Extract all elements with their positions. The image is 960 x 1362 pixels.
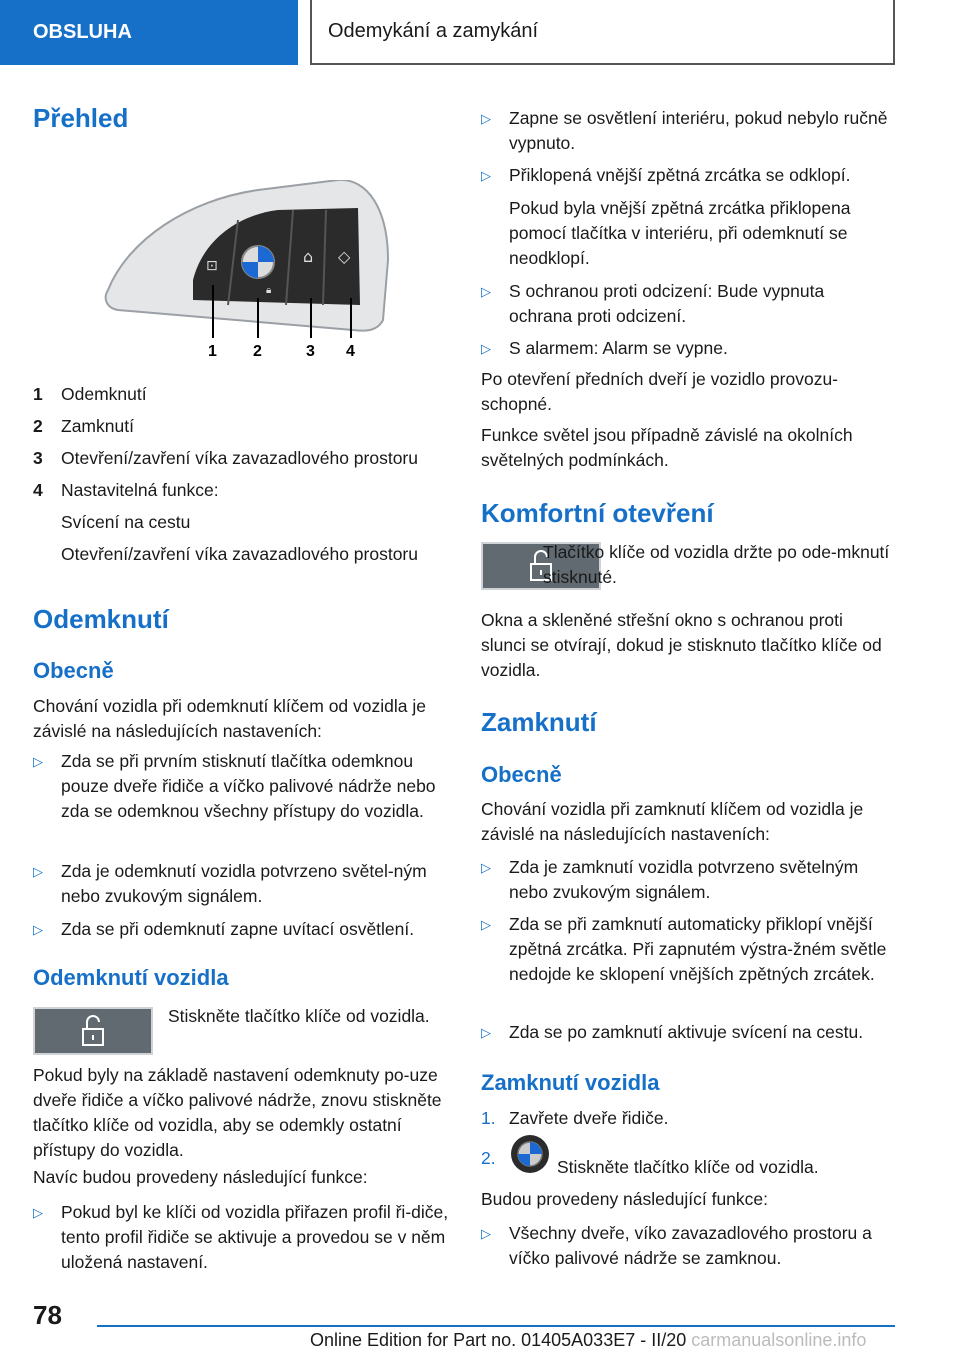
legend-number: 4 [33,480,43,500]
callout-label: 3 [306,343,315,360]
legend-subitem: Otevření/zavření víka zavazadlového prostoru [61,544,418,564]
step-number: 2. [481,1148,496,1168]
diamond-icon: ◇ [338,247,351,266]
bullet-triangle-icon: ▷ [481,1025,491,1040]
bullet-item: ▷ Zda se po zamknutí aktivuje svícení na cestu. [481,1020,896,1045]
step-text: Zavřete dveře řidiče. [509,1108,669,1128]
step-text: Stiskněte tlačítko klíče od vozidla. [557,1157,819,1177]
bullet-item: ▷ Pokud byl ke klíči od vozidla přiřazen profil ři‐diče, tento profil řidiče se aktivuje a provedou se v něm uložená nastavení. [33,1202,449,1272]
heading-obecne: Obecně [33,658,114,683]
legend-subitem: Svícení na cestu [61,512,191,532]
bullet-triangle-icon: ▷ [33,1205,43,1220]
bullet-triangle-icon: ▷ [481,284,491,299]
paragraph: Navíc budou provedeny následující funkce: [33,1167,368,1187]
legend-item [33,474,418,506]
paragraph: Okna a skleněné střešní okno s ochranou proti slunci se otvírají, dokud je stisknuto tlačítko klíče od vozidla. [481,610,882,680]
bullet-triangle-icon: ▷ [33,922,43,937]
callout-label: 1 [208,343,217,360]
key-fob-illustration [98,180,418,360]
bullet-item: ▷ Zda se při prvním stisknutí tlačítka odemknou pouze dveře řidiče a víčko palivové nádrže nebo zda se odemknou všechny přístupy do vozidla. [33,751,436,821]
legend-number: 3 [33,448,43,468]
page-number: 78 [33,1300,62,1330]
legend-text: Odemknutí [61,384,147,404]
unlock-button-icon [33,1007,153,1055]
legend-text: Otevření/zavření víka zavazadlového prostoru [61,448,418,468]
bullet-item: ▷ Zda se při odemknutí zapne uvítací osvětlení. [33,917,453,942]
footer-edition: Online Edition for Part no. 01405A033E7 - II/20 carmanualsonline.info [310,1330,867,1350]
bullet-item: ▷ Zda je zamknutí vozidla potvrzeno světelným nebo zvukovým signálem. [481,857,859,902]
paragraph: Pokud byla vnější zpětná zrcátka přiklopena pomocí tlačítka v interiéru, při odemknutí se neodklopí. [509,198,851,268]
bullet-triangle-icon: ▷ [481,341,491,356]
bullet-item: ▷ Přiklopená vnější zpětná zrcátka se odklopí. [481,163,896,188]
paragraph: Po otevření předních dveří je vozidlo provozu‐schopné. [481,369,838,414]
legend-text: Zamknutí [61,416,134,436]
legend-item [33,442,418,474]
bullet-item: ▷ Zda se při zamknutí automaticky přiklopí vnější zpětná zrcátka. Při zapnutém výstra‐žném světle nedojde ke sklopení vnějších zpětných zrcátek. [481,914,887,984]
heading-obecne: Obecně [481,762,562,787]
steps-list [481,1102,669,1134]
legend-item [33,378,418,410]
bullet-triangle-icon: ▷ [481,917,491,932]
trunk-icon: ⌂ [303,247,314,266]
step-number: 1. [481,1108,496,1128]
heading-komfortni-otevreni: Komfortní otevření [481,498,714,528]
lock-icon: 🔒︎ [266,285,272,296]
bullet-item: ▷ Zda je odemknutí vozidla potvrzeno světel‐ným nebo zvukovým signálem. [33,861,427,906]
heading-zamknuti: Zamknutí [481,707,597,737]
section-tab: OBSLUHA [0,0,298,65]
heading-odemknuti-vozidla: Odemknutí vozidla [33,965,229,990]
paragraph: Budou provedeny následující funkce: [481,1189,768,1209]
unlock-icon: ⊡ [206,258,218,274]
bullet-triangle-icon: ▷ [481,860,491,875]
heading-odemknuti: Odemknutí [33,604,169,634]
bullet-item: ▷ Všechny dveře, víko zavazadlového prostoru a víčko palivové nádrže se zamknou. [481,1223,872,1268]
paragraph: Funkce světel jsou případně závislé na okolních světelných podmínkách. [481,425,853,470]
bullet-triangle-icon: ▷ [33,864,43,879]
icon-description-text: Tlačítko klíče od vozidla držte po ode‐mknutí stisknuté. [543,542,890,587]
step-item [481,1137,819,1180]
legend-list [33,378,418,570]
paragraph: Chování vozidla při odemknutí klíčem od vozidla je závislé na následujících nastaveních: [33,696,426,741]
callout-label: 2 [253,343,262,360]
heading-prehled: Přehled [33,103,129,133]
footer-divider [97,1325,895,1327]
icon-description: Stiskněte tlačítko klíče od vozidla. [168,1006,430,1026]
bullet-triangle-icon: ▷ [33,754,43,769]
bmw-key-button-icon [509,1133,551,1175]
legend-item [33,410,418,442]
legend-number: 1 [33,384,43,404]
page-header-title: Odemykání a zamykání [310,0,895,65]
heading-zamknuti-vozidla: Zamknutí vozidla [481,1070,660,1095]
legend-number: 2 [33,416,43,436]
step-item [481,1102,669,1134]
bullet-item: ▷ S ochranou proti odcizení: Bude vypnuta ochrana proti odcizení. [481,281,825,326]
footer-watermark: carmanualsonline.info [691,1330,867,1350]
paragraph: Pokud byly na základě nastavení odemknuty po‐uze dveře řidiče a víčko palivové nádrže, znovu stiskněte tlačítko klíče od vozidla, aby se odemkly ostatní přístupy do vozidla. [33,1065,442,1160]
legend-text: Nastavitelná funkce: [61,480,219,500]
bullet-triangle-icon: ▷ [481,168,491,183]
bullet-triangle-icon: ▷ [481,1226,491,1241]
callout-label: 4 [346,343,355,360]
bullet-item: ▷ Zapne se osvětlení interiéru, pokud nebylo ručně vypnuto. [481,108,888,153]
paragraph: Chování vozidla při zamknutí klíčem od vozidla je závislé na následujících nastaveních: [481,799,864,844]
bullet-triangle-icon: ▷ [481,111,491,126]
bullet-item: ▷ S alarmem: Alarm se vypne. [481,336,891,361]
